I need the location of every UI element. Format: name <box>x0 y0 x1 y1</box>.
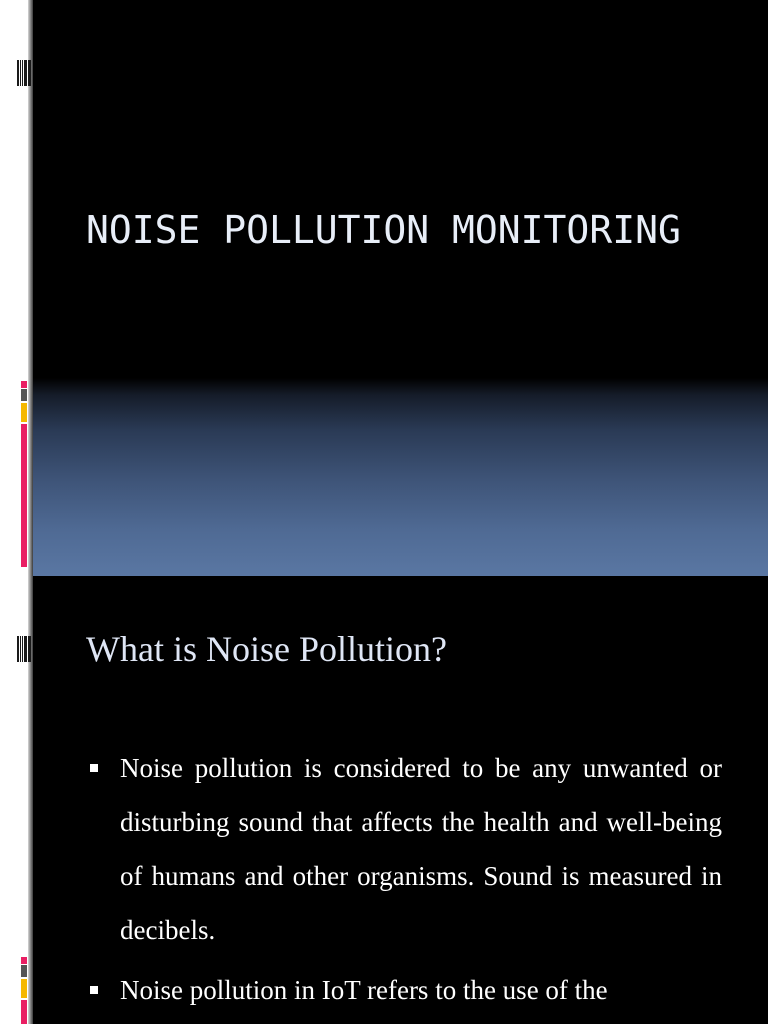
slide-background <box>32 0 768 576</box>
accent-pink-bar <box>21 424 27 567</box>
bullet-list <box>86 741 722 1023</box>
accent-gray-tick <box>21 389 27 401</box>
square-bullet-icon <box>90 986 98 994</box>
slide-edge-shadow <box>28 0 33 576</box>
accent-gray-tick <box>21 965 27 977</box>
accent-yellow-tick <box>21 403 27 422</box>
accent-yellow-tick <box>21 979 27 998</box>
accent-pink-tick <box>21 381 27 388</box>
square-bullet-icon <box>90 764 98 772</box>
bullet-text: Noise pollution is considered to be any unwanted or disturbing sound that affects the health and well-being of humans and other organisms. Sound is measured in decibels. <box>120 753 722 945</box>
bullet-text: Noise pollution in IoT refers to the use of the <box>120 975 608 1005</box>
barcode-decoration-icon <box>17 60 31 86</box>
barcode-decoration-icon <box>17 636 31 662</box>
slide-title: NOISE POLLUTION MONITORING <box>86 208 681 252</box>
slide-title: What is Noise Pollution? <box>86 629 447 669</box>
accent-pink-tick <box>21 957 27 964</box>
accent-pink-bar <box>21 1000 27 1024</box>
list-item <box>86 741 722 957</box>
content-slide <box>0 576 768 1024</box>
list-item <box>86 963 722 1017</box>
